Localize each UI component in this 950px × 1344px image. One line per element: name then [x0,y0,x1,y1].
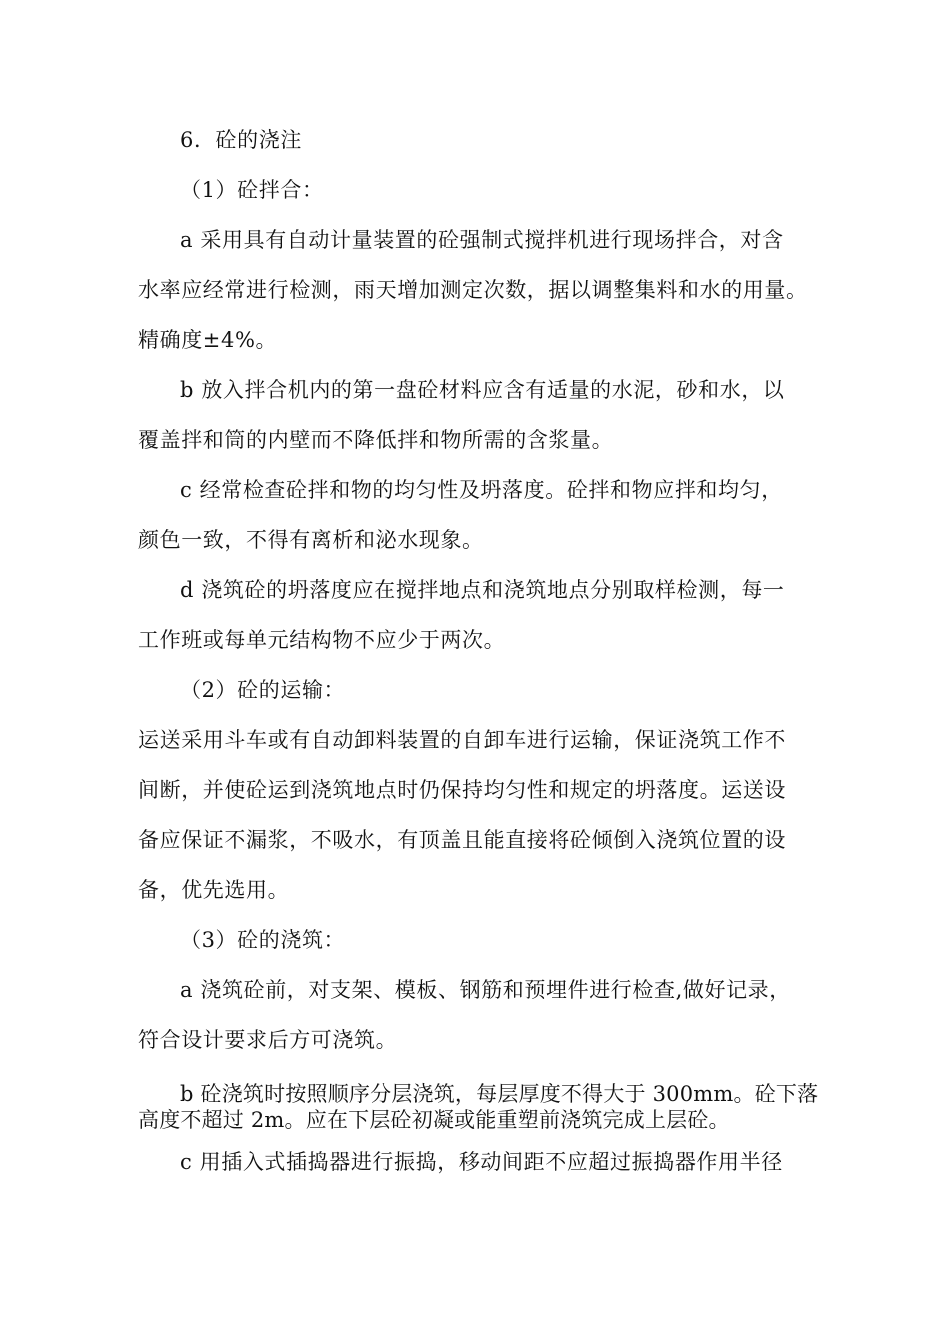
paragraph-line: 覆盖拌和筒的内壁而不降低拌和物所需的含浆量。 [138,428,614,452]
paragraph-line: 间断，并使砼运到浇筑地点时仍保持均匀性和规定的坍落度。运送设 [138,778,786,802]
paragraph-line: b 放入拌合机内的第一盘砼材料应含有适量的水泥，砂和水，以 [180,378,785,402]
subsection-heading-pouring: （3）砼的浇筑： [180,928,346,952]
paragraph-line: b 砼浇筑时按照顺序分层浇筑，每层厚度不得大于 300mm。砼下落 [180,1082,819,1106]
paragraph-line: d 浇筑砼的坍落度应在搅拌地点和浇筑地点分别取样检测，每一 [180,578,785,602]
paragraph-line: c 经常检查砼拌和物的均匀性及坍落度。砼拌和物应拌和均匀， [180,478,783,502]
subsection-heading-transport: （2）砼的运输： [180,678,346,702]
paragraph-line: a 采用具有自动计量装置的砼强制式搅拌机进行现场拌合，对含 [180,228,784,252]
paragraph-line: 高度不超过 2m。应在下层砼初凝或能重塑前浇筑完成上层砼。 [138,1108,730,1132]
paragraph-line: 精确度±4%。 [138,328,278,352]
section-heading: 6．砼的浇注 [180,128,302,152]
paragraph-line: 工作班或每单元结构物不应少于两次。 [138,628,506,652]
paragraph-line: a 浇筑砼前，对支架、模板、钢筋和预埋件进行检查,做好记录， [180,978,791,1002]
paragraph-line: 符合设计要求后方可浇筑。 [138,1028,398,1052]
paragraph-line: 备，优先选用。 [138,878,290,902]
paragraph-line: 水率应经常进行检测，雨天增加测定次数，据以调整集料和水的用量。 [138,278,808,302]
subsection-heading-mixing: （1）砼拌合： [180,178,324,202]
paragraph-line: 备应保证不漏浆，不吸水，有顶盖且能直接将砼倾倒入浇筑位置的设 [138,828,786,852]
paragraph-line: c 用插入式插捣器进行振捣，移动间距不应超过振捣器作用半径 [180,1150,783,1174]
paragraph-line: 颜色一致，不得有离析和泌水现象。 [138,528,484,552]
paragraph-line: 运送采用斗车或有自动卸料装置的自卸车进行运输，保证浇筑工作不 [138,728,786,752]
